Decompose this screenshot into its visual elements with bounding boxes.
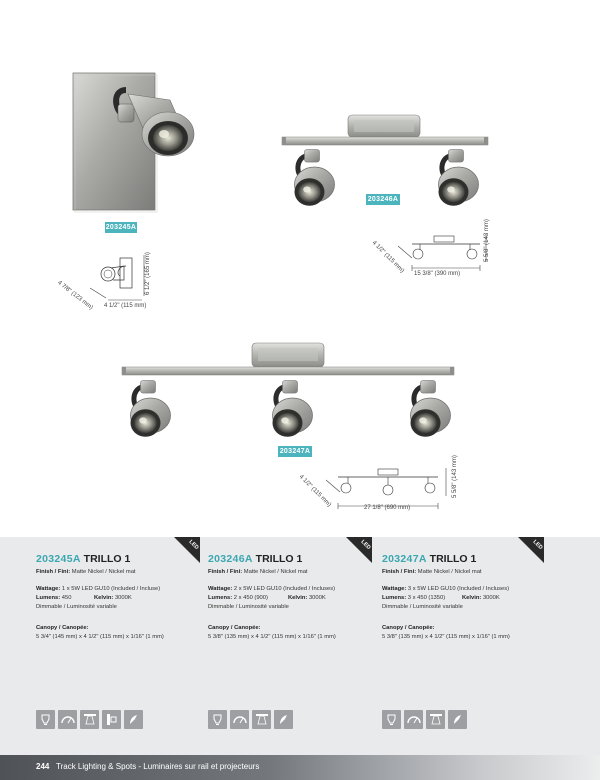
dim-height-203246a: 5 5/8" (143 mm) <box>484 219 490 262</box>
finish-line: Finish / Fini: Matte Nickel / Nickel mat <box>208 569 308 575</box>
product-name: TRILLO 1 <box>429 553 477 565</box>
feature-icons <box>382 710 467 732</box>
finish-line: Finish / Fini: Matte Nickel / Nickel mat <box>382 569 482 575</box>
led-badge: LED <box>174 537 200 563</box>
led-badge: LED <box>346 537 372 563</box>
dim-width-203246a: 15 3/8" (390 mm) <box>414 271 461 277</box>
page-number: 244 <box>36 762 50 771</box>
footer-title: Track Lighting & Spots - Luminaires sur rail et projecteurs <box>56 762 260 771</box>
product-code: 203247A <box>382 553 427 565</box>
canopy-heading: Canopy / Canopée: <box>208 625 261 631</box>
wall-ceiling-icon <box>80 710 99 729</box>
product-title <box>36 553 130 565</box>
product-title <box>208 553 302 565</box>
product-code: 203246A <box>208 553 253 565</box>
product-photo-203247a <box>112 340 472 440</box>
page-footer <box>0 755 600 780</box>
dimmable-icon <box>404 710 423 729</box>
gu10-bulb-icon <box>208 710 227 729</box>
code-tag-203247a: 203247A <box>279 448 311 455</box>
product-title <box>382 553 476 565</box>
code-tag-203246a: 203246A <box>367 196 399 203</box>
swivel-icon <box>274 710 293 729</box>
swivel-icon <box>124 710 143 729</box>
swivel-icon <box>448 710 467 729</box>
gu10-bulb-icon <box>382 710 401 729</box>
canopy-heading: Canopy / Canopée: <box>382 625 435 631</box>
finish-line: Finish / Fini: Matte Nickel / Nickel mat <box>36 569 136 575</box>
kelvin-line: Kelvin: 3000K <box>94 595 132 601</box>
dim-width-203245a: 4 1/2" (115 mm) <box>104 303 147 309</box>
canopy-value: 5 3/4" (145 mm) x 4 1/2" (115 mm) x 1/16" (1 mm) <box>36 634 164 640</box>
dimmable-line: Dimmable / Luminosité variable <box>382 604 463 610</box>
spec-band <box>0 537 600 755</box>
dim-depth-203246a: 4 1/2" (115 mm) <box>370 240 405 275</box>
product-code: 203245A <box>36 553 81 565</box>
wattage-line: Wattage: 3 x 5W LED GU10 (Included / Incluses) <box>382 586 510 592</box>
wall-ceiling-icon <box>426 710 445 729</box>
dimmable-line: Dimmable / Luminosité variable <box>208 604 289 610</box>
wall-mount-icon <box>102 710 121 729</box>
gu10-bulb-icon <box>36 710 55 729</box>
dim-width-203247a: 27 1/8" (690 mm) <box>364 505 411 511</box>
canopy-value: 5 3/8" (135 mm) x 4 1/2" (115 mm) x 1/16" (1 mm) <box>382 634 510 640</box>
dim-height-203245a: 6 1/2" (165 mm) <box>145 252 151 295</box>
spec-column-203245a <box>36 537 211 755</box>
feature-icons <box>36 710 143 732</box>
product-name: TRILLO 1 <box>255 553 303 565</box>
feature-icons <box>208 710 293 732</box>
canopy-value: 5 3/8" (135 mm) x 4 1/2" (115 mm) x 1/16" (1 mm) <box>208 634 336 640</box>
product-photo-203245a <box>68 70 208 215</box>
spec-column-203247a <box>382 537 557 755</box>
kelvin-line: Kelvin: 3000K <box>288 595 326 601</box>
dimmable-icon <box>230 710 249 729</box>
wall-ceiling-icon <box>252 710 271 729</box>
dim-depth-203245a: 4 7/8" (123 mm) <box>56 280 94 312</box>
product-name: TRILLO 1 <box>83 553 131 565</box>
dim-height-203247a: 5 5/8" (143 mm) <box>452 455 458 498</box>
led-badge: LED <box>518 537 544 563</box>
spec-column-203246a <box>208 537 383 755</box>
code-tag-203245a: 203245A <box>105 224 137 231</box>
dimmable-line: Dimmable / Luminosité variable <box>36 604 117 610</box>
canopy-heading: Canopy / Canopée: <box>36 625 89 631</box>
kelvin-line: Kelvin: 3000K <box>462 595 500 601</box>
lumens-line: Lumens: 2 x 450 (900) Kelvin: 3000K <box>208 595 326 601</box>
wattage-line: Wattage: 2 x 5W LED GU10 (Included / Incluses) <box>208 586 336 592</box>
wattage-line: Wattage: 1 x 5W LED GU10 (Included / Incluse) <box>36 586 161 592</box>
dim-depth-203247a: 4 1/2" (115 mm) <box>297 474 332 509</box>
lumens-line: Lumens: 3 x 450 (1350) Kelvin: 3000K <box>382 595 500 601</box>
dimmable-icon <box>58 710 77 729</box>
lumens-line: Lumens: 450 Kelvin: 3000K <box>36 595 132 601</box>
